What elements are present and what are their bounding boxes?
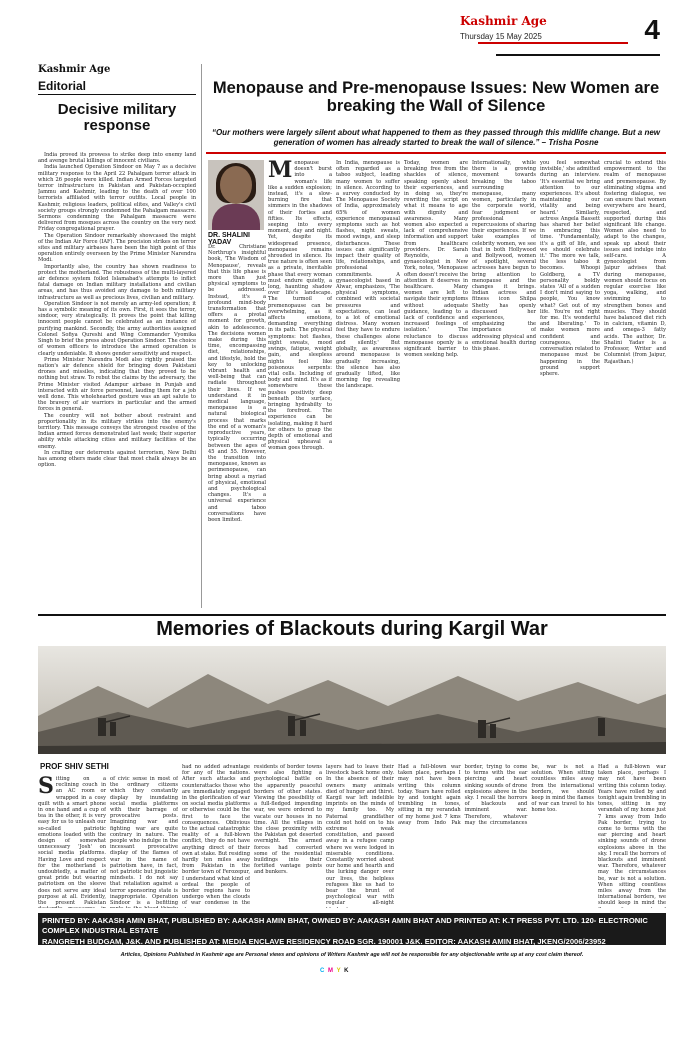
editorial-paragraph: India proved its prowess to strike deep into enemy land and avenge brutal killings of innocent civilians. (38, 152, 196, 165)
editorial-paragraph: Operation Sindoor is not merely an army-led operation; it has a symbolic meaning of its own. First, it sees the terror, sindoor, very strategically. It proves the point that killing innocent people cannot be celebrated as an instance of purifying mankind. Secondly, the army authorities assigned Colonel Sofiya Qureshi and Wing Commander Vyomika Singh to brief the press about Operation Sindoor. The choice of women officers to introduce the armed operation is clearly undeniable. It shows gender sensitivity and respect. (38, 300, 196, 357)
masthead (460, 14, 660, 54)
dropcap: M (268, 160, 293, 183)
bottom-story-column-2: of civic sense in most of the ordinary citizens which they constantly display by inundating social media platforms with their barrage of provocative posts. Imagining war and fighting war are quite contrary in nature. The people who indulge in the incessant provocative display of the flames of war in the name of patriotism have, in fact, not patriotic but jingoistic mindsets. I do not say that retaliation against a terror sponsoring state is inappropriate. Operation Sindoor is a befitting (110, 776, 178, 907)
main-story-column-1: Menopause doesn't burst into a woman's life like a sudden explosion; instead, it's a slow-burning fire that simmers in the shadows of their forties and fifties. Its effects, seeping into every moment, day and night. Yet, despite its widespread presence, menopause remains shrouded in silence. Its true nature is often seen as a private, inevitable phase that every woman must endure quietly, a long, haunting shadow over life's landscape. The turmoil of premenopause can be overwhelming, as it affects emotions, demanding everything in its path. The physical symptoms: hot flashes, night sweats, mood swings, fatigue, weight gain, and sleepless nights feel like poisonous serpents: vital cells. Including of body and mind. It's as if somewhere these pushes positivity deep beneath the surface, bringing hydrabilty to the forefront. The experience can be isolating, making it hard for others to grasp the depth of emotional and physical upheaval a woman goes through. (268, 160, 332, 452)
cmyk-m: M (328, 968, 335, 974)
editorial-paragraph: The country will not bother about restraint and proportionality in its military strikes into the enemy's territory. This message conveys the strongest resolve of the Indian armed forces demonstrated last week; their superior ability while attacking cities and military facilities of the enemy. (38, 412, 196, 450)
imprint-bar (38, 913, 666, 945)
cmyk-k: K (344, 968, 350, 974)
main-story-column-6: crucial to extend this empowerment to the realm of menopause and premenopause. By eliminating stigma and fostering dialogue, we can ensure that women everywhere are heard, respected, and supported during this significant life change. Women also need to adapt to the changes, speak up about their issues and indulge into self-care. A gynecologist from Jaipur advises that during menopause, women should focus on regular exercise like yoga, walking, and swimming to strengthen bones and muscles. They should have balanced diet rich in calcium, vitamin D, and omega-3 fatty acids. The author, Dr. Shalini Yadav is a Professor, Writer and Columnist (from Jaipur, Rajasthan.) (604, 160, 666, 365)
bottom-story-column-3: had no added advantage for any of the nations. After such attacks and counterattacks those who are immediately engaged in the glorification of war on social media platforms or otherwise could be the first to face the consequences. Oblivious to the actual catastrophic reality of a full-blown conflict, they do not have anything direct of their own at stake. But residing hardly ten miles away from Pakistan in the border town of Ferozepur, I understand what kind of ordeal the people of border regions have to undergo when the clouds of war condense in the (182, 764, 250, 907)
section-separator (38, 614, 666, 616)
imprint-line-2: RANGRETH BUDGAM, J&K. AND PUBLISHED AT: MEDIA ENCLAVE RESIDENCY ROAD SGR. 190001 J&K. EDITOR: AAKASH AMIN BHAT, JKENG/2006/23952 (42, 936, 606, 946)
masthead-date: Thursday 15 May 2025 (460, 32, 542, 41)
bottom-story-column-1: Sitting on a reclining couch in an AC room or wrapped in a cosy quilt with a smart phone in one hand and a cup of tea in the other, it is very easy for us to unleash our so-called patriotic emotions loaded with the design of somewhat unnecessary 'Josh' on social media platforms. Having Love and respect for the motherland is undoubtedly, a matter of great pride but wearing patriotism on the sleeve does not serve any ideal purpose at all. Evidently, the present Pakistan (38, 776, 106, 907)
editorial-paragraph: The Operation Sindoor remarkably showcased the might of the Indian Air Force (IAF). The precision strikes on terror sites and military airbases have been the high point of this operation entirely overseen by the Prime Minister Narendra Modi. (38, 232, 196, 264)
main-story-title: Menopause and Pre-menopause Issues: New Women are breaking the Wall of Silence (212, 79, 660, 115)
editorial-label: Editorial (38, 79, 87, 93)
bottom-story-column-5: layers had to leave their livestock back home only. In the absence of their owners many animals died of hunger and thirst. Kargil war left indelible imprints on the minds of my family too. My Paternal grandfather could not hold on to his extreme weak constitution, and passed away in a refugee camp where we were lodged in miserable conditions. Constantly worried about our home and hearth and the lurking danger over our lives, the helpless refugees like us had to bear the brunt of psychological war with regular all-night (326, 764, 394, 907)
bottom-story-column-4: residents of border towns were also fighting a psychological battle on the apparently peaceful borders of other states. Viewing the possibility of a full-fledged impending war, we were ordered to vacate our houses in no time. All the villages in the close proximity with the Pakistan got deserted overnight. The armed forces had converted some of the residential buildings into their fortified vantage points and bunkers. (254, 764, 322, 876)
editorial-paragraph: Importantly also, the country has shown readiness to protect the motherland. The robustness of the multi-layered air defence system foiled Islamabad's attempts to inflict fatal damage on Indian military installations and civilian areas, and has thus avoided any damage to both military infrastructure as well as precious lives, civilian and military. (38, 263, 196, 301)
author-photo (208, 160, 264, 230)
column-divider (201, 64, 202, 608)
kargil-photo (38, 646, 666, 754)
editorial-body (38, 152, 196, 602)
main-story-column-5: you feel somewhat invisible,' she admitted during an interview. 'It's essential we bring attention to our experiences. It's about maintaining our vitality and being heard.' Similarly, actress Angela Bassett has shared her belief in embracing this time. 'Fundamentally, it's a gift of life, and we should celebrate it.' The more we talk, the less taboo it becomes. Whoopi Goldberg, a TV personality boldly states 'All of a sudden I don't mind saying to people, You know what? Get out of my life. You're not right for me. It's wonderful and liberating.' To make women more confident and courageous, the conversation related to menopause must be happening in the ground support sphere. (540, 160, 600, 377)
main-story-rule (206, 152, 666, 154)
main-story-column-4: Internationally, while there is a growing movement towards breaking the taboo surrounding menopause, many women, particularly in the corporate world, fear judgment or professional repercussions of sharing their experiences. If we take examples of celebrity women, we see that in both Hollywood and Bollywood, women of spotlight, several actresses have begun to bring attention to menopause and the changes it brings. Indian actress and fitness icon Shilpa Shetty has openly discussed her experiences, emphasizing the importance of addressing physical and emotional health during this phase. (472, 160, 536, 353)
editorial-paragraph: India launched Operation Sindoor on May 7 as a decisive military response to the April 22 Pahalgam terror attack in which 26 people were killed. Indian Armed Forces targeted terror infrastructure in Pakistan and Pakistan-occupied Jammu and Kashmir, leading to the death of over 100 terrorists affiliated with terror outfits. Local people in Kashmir, religious leaders, political elites, and Valley's civil society groups strongly condemned the Pahalgam massacre. Sermons condemning the Pahalgam massacre were delivered from mosques across the country on the very next Friday congregational prayer. (38, 164, 196, 233)
cmyk-marks (320, 968, 350, 974)
main-story-column-0: Dr. Christiane Northrup's insightful book, 'The Wisdom of Menopause', reveals that this life phase is more than just physical symptoms to be addressed. Instead, it's a profound mind-body transformation that offers a pivotal moment for growth, akin to adolescence. The decisions women make during this time, encompassing diet, relationships, and lifestyle, hold the key to unlocking vibrant health and well-being that can radiate throughout their lives. If we understand it in medical language, menopause is a natural biological process that marks the end of a woman's reproductive years, typically occurring between the ages of 45 and 55. However, the transition into menopause, known as perimenopause, can bring about a myriad of physical, emotional and psychological changes. It's a universal experience and taboo conversations have been limited. (208, 244, 266, 523)
cmyk-c: C (320, 968, 326, 974)
masthead-rule (496, 54, 660, 56)
imprint-line-1: PRINTED BY: AAKASH AMIN BHAT, PUBLISHED BY: AAKASH AMIN BHAT, OWNED BY: AAKASH AMIN BHAT AND PRINTED AT: K.T PRESS PVT. LTD. 120- ELECTRONIC COMPLEX INDUSTRIAL ESTATE (42, 916, 648, 936)
kargil-photo-illustration (38, 646, 666, 754)
masthead-stripe (478, 42, 628, 44)
main-story-author: DR. SHALINI YADAV (208, 232, 250, 246)
masthead-logo: Kashmir Age (460, 14, 547, 28)
bottom-story-title: Memories of Blackouts during Kargil War (156, 618, 548, 640)
editorial-paragraph: Prime Minister Narendra Modi also rightly praised the nation's air defence shield for bringing down Pakistani drones and missiles, indicating that they proved to be nothing but straw. To rebut the claims by the adversary, the Prime Minister visited Adampur airbase in Punjab and interacted with air force personnel, lauding them for a job well done. This wholehearted gesture was an apt salute to the bravery of air warriors in particular and the armed forces in general. (38, 356, 196, 413)
main-story-column-3: Today, women are breaking free from the shackles of silence, speaking openly about their experiences, and in doing so, they're rewriting the script on what it means to age with dignity and awareness. Many women also expected a lack of comprehensive information and support from healthcare providers. Dr. Sarah Reynolds, a gynaecologist in New York, notes, 'Menopause often doesn't receive the attention it deserves in healthcare. Many women are left to navigate their symptoms without adequate guidance, leading to a lack of confidence and increased feelings of isolation.' The reluctance to discuss menopause openly is a significant barrier to women seeking help. (404, 160, 468, 359)
dropcap: S (38, 776, 54, 799)
editorial-paragraph: In crafting our deterrents against terrorism, New Delhi has among others made clear that most chalk always be an option. (38, 449, 196, 469)
page-number: 4 (644, 14, 660, 45)
editorial-title: Decisive military response (57, 101, 177, 134)
disclaimer: Articles, Opinions Published in Kashmir age are Personal views and opinions of Writers Kashmir age will not be responsible for any objectionable write up at any cost claim thereof. (120, 952, 584, 958)
bottom-story-column-7: Had a full-blown war taken place, perhaps I may not have been writing this column today. Years have rolled by and tonight again trembling in tones, sitting in my verandah of my home just 7 kms away from Indo Pak border, trying to come to terms with the ear piercing and heart sinking sounds of drone explosions above in the sky. I recall the horrors of blackouts and imminent war. Therefore, whatever may the circumstances be, war is not a solution. When sitting countless miles away from the international borders, we should keep in mind the (598, 764, 666, 907)
bottom-story-column-6: Had a full-blown war taken place, perhaps I may not have been writing this column today. Years have rolled by and tonight again trembling in tones, sitting in my verandah of my home just 7 kms away from Indo Pak border, trying to come to terms with the ear piercing and heart sinking sounds of drone explosions above in the sky. I recall the horrors of blackouts and imminent war. Therefore, whatever may the circumstances be, war is not a solution. When sitting countless miles away from the international borders, we should keep in mind the flames of war can travel to his home too. (398, 764, 594, 826)
main-story-quote: “Our mothers were largely silent about what happened to them as they passed through this midlife change. But a new generation of women has already started to break the wall of silence.” – Trisha Posne (211, 128, 661, 147)
cmyk-y: Y (336, 968, 342, 974)
bottom-story-author: PROF SHIV SETHI (40, 762, 109, 771)
editorial-brand: Kashmir Age (38, 64, 111, 75)
editorial-rule (38, 94, 196, 95)
main-story-column-2: In India, menopause is often regarded as a taboo subject, leading many women to suffer in silence. According to a survey conducted by The Menopause Society of India, approximately 65% of women experience menopausal symptoms such as hot flashes, night sweats, mood swings, and sleep disturbances. These issues can significantly impact their quality of life, relationships, and professional commitments. A gynaecologist based in Alwar, emphasizes, 'The physical symptoms, combined with societal pressures and expectations, can lead to a lot of emotional distress. Many women feel they have to endure these challenges alone and silently.' But globally, as awareness around menopause is gradually increasing, the silence has also gradually lifted, like morning fog revealing the landscape. (336, 160, 400, 390)
